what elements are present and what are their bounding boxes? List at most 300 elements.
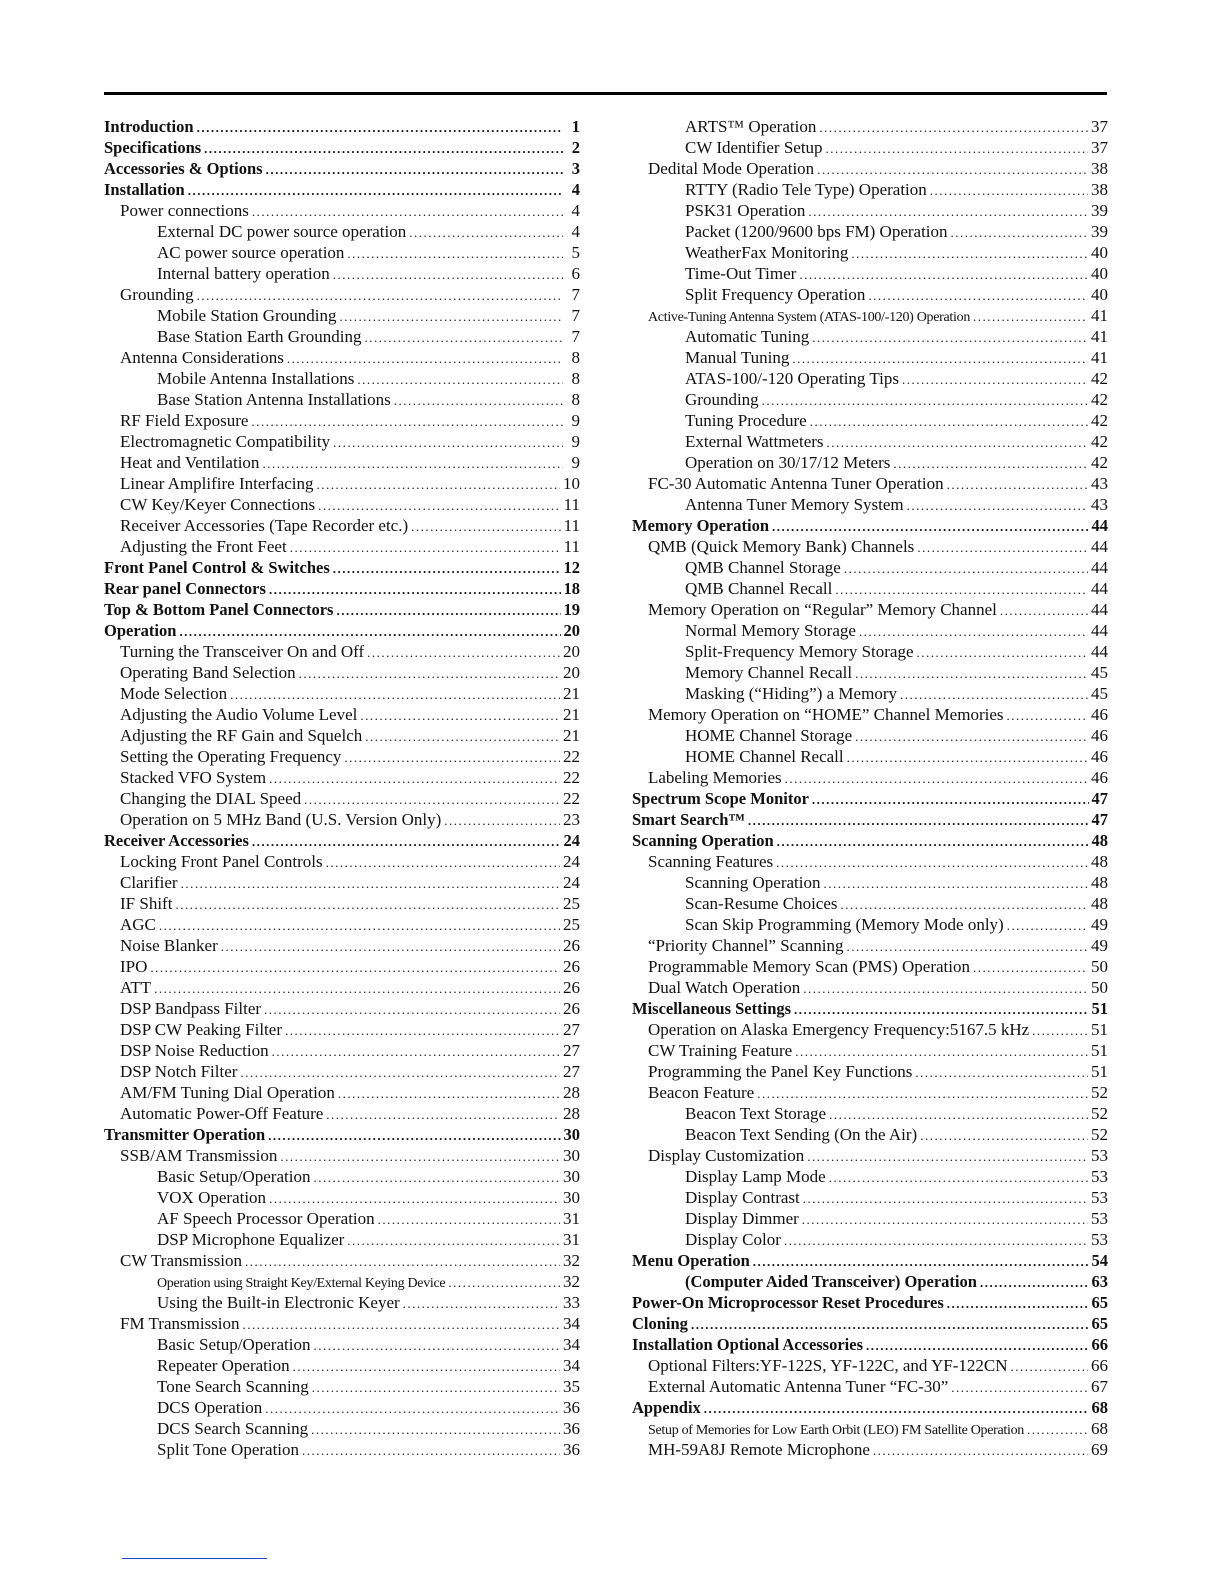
dot-leader: [855, 663, 1088, 683]
toc-entry[interactable]: [104, 284, 580, 305]
toc-entry-title: AGC: [120, 915, 156, 934]
toc-entry[interactable]: [104, 641, 580, 662]
toc-entry[interactable]: [632, 1019, 1108, 1040]
dot-leader: [280, 1146, 560, 1166]
toc-entry[interactable]: [632, 1187, 1108, 1208]
toc-entry-page: 52: [1091, 1083, 1108, 1102]
toc-entry[interactable]: [632, 389, 1108, 410]
toc-entry-title: Split Frequency Operation: [685, 285, 866, 304]
toc-entry[interactable]: [104, 977, 580, 998]
toc-entry-page: 68: [1091, 1419, 1108, 1438]
toc-entry[interactable]: [104, 872, 580, 893]
toc-entry[interactable]: [632, 1208, 1108, 1229]
toc-entry-page: 66: [1091, 1335, 1108, 1354]
dot-leader: [378, 1209, 560, 1229]
toc-entry[interactable]: [632, 137, 1108, 158]
toc-entry[interactable]: [632, 179, 1108, 200]
toc-entry-page: 50: [1091, 957, 1108, 976]
toc-entry-page: 47: [1091, 810, 1108, 829]
toc-entry-page: 42: [1091, 432, 1108, 451]
toc-entry-title: IPO: [120, 957, 148, 976]
dot-leader: [807, 1146, 1088, 1166]
toc-entry-page: 66: [1091, 1356, 1108, 1375]
toc-entry[interactable]: [632, 746, 1108, 767]
dot-leader: [293, 1356, 560, 1376]
toc-entry-page: 18: [563, 579, 580, 598]
toc-entry-title: Operation using Straight Key/External Keying Device: [157, 1276, 446, 1291]
toc-entry[interactable]: [104, 704, 580, 725]
dot-leader: [204, 138, 563, 158]
toc-entry-title: Adjusting the RF Gain and Squelch: [120, 726, 363, 745]
toc-entry[interactable]: [632, 326, 1108, 347]
toc-entry-page: 31: [563, 1230, 580, 1249]
dot-leader: [243, 1314, 560, 1334]
toc-entry[interactable]: [104, 536, 580, 557]
toc-entry-title: Manual Tuning: [685, 348, 790, 367]
toc-entry[interactable]: [104, 683, 580, 704]
toc-entry[interactable]: [632, 1313, 1108, 1334]
dot-leader: [772, 516, 1088, 536]
toc-entry-title: Menu Operation: [632, 1251, 750, 1270]
toc-entry-title: Dedital Mode Operation: [648, 159, 815, 178]
toc-entry-title: Split-Frequency Memory Storage: [685, 642, 914, 661]
toc-entry-title: Adjusting the Audio Volume Level: [120, 705, 358, 724]
toc-entry[interactable]: [104, 851, 580, 872]
toc-entry[interactable]: [104, 788, 580, 809]
toc-entry-page: 4: [571, 222, 580, 241]
dot-leader: [266, 159, 563, 179]
toc-entry[interactable]: [632, 1397, 1108, 1418]
toc-entry[interactable]: [632, 431, 1108, 452]
dot-leader: [1027, 1419, 1088, 1439]
dot-leader: [808, 201, 1088, 221]
toc-entry-page: 36: [563, 1419, 580, 1438]
toc-entry-title: Automatic Tuning: [685, 327, 810, 346]
toc-entry[interactable]: [632, 578, 1108, 599]
toc-entry[interactable]: [632, 1250, 1108, 1271]
toc-entry[interactable]: [632, 410, 1108, 431]
toc-entry-title: Masking (“Hiding”) a Memory: [685, 684, 897, 703]
toc-entry-title: Receiver Accessories: [104, 831, 249, 850]
toc-entry[interactable]: [104, 1145, 580, 1166]
toc-entry[interactable]: [632, 158, 1108, 179]
toc-entry[interactable]: [104, 1418, 580, 1439]
toc-entry[interactable]: [632, 1061, 1108, 1082]
toc-entry-page: 32: [563, 1272, 580, 1291]
toc-entry-page: 54: [1091, 1251, 1108, 1270]
toc-entry[interactable]: [632, 956, 1108, 977]
toc-entry-page: 9: [571, 453, 580, 472]
toc-entry-page: 36: [563, 1398, 580, 1417]
toc-entry-title: External Wattmeters: [685, 432, 824, 451]
dot-leader: [795, 1041, 1088, 1061]
toc-entry[interactable]: [632, 935, 1108, 956]
toc-entry[interactable]: [104, 452, 580, 473]
toc-entry[interactable]: [104, 326, 580, 347]
dot-leader: [344, 747, 560, 767]
toc-entry-page: 40: [1091, 243, 1108, 262]
toc-entry[interactable]: [632, 1355, 1108, 1376]
toc-entry-page: 31: [563, 1209, 580, 1228]
dot-leader: [1032, 1020, 1088, 1040]
toc-entry-page: 48: [1091, 831, 1108, 850]
dot-leader: [188, 180, 563, 200]
toc-entry[interactable]: [104, 116, 580, 137]
dot-leader: [829, 1104, 1088, 1124]
dot-leader: [336, 600, 560, 620]
toc-entry[interactable]: [632, 1439, 1108, 1460]
toc-entry[interactable]: [632, 914, 1108, 935]
dot-leader: [803, 1188, 1088, 1208]
toc-entry-title: ATAS-100/-120 Operating Tips: [685, 369, 899, 388]
dot-leader: [784, 1230, 1088, 1250]
toc-entry[interactable]: [104, 410, 580, 431]
toc-entry[interactable]: [632, 620, 1108, 641]
toc-entry[interactable]: [104, 515, 580, 536]
dot-leader: [792, 348, 1088, 368]
toc-entry[interactable]: [104, 1250, 580, 1271]
toc-entry[interactable]: [104, 1292, 580, 1313]
toc-entry[interactable]: [104, 809, 580, 830]
toc-entry[interactable]: [104, 1061, 580, 1082]
toc-entry-page: 20: [563, 621, 580, 640]
toc-entry-title: Optional Filters:YF-122S, YF-122C, and YF-122CN: [648, 1356, 1008, 1375]
toc-entry-title: HOME Channel Storage: [685, 726, 853, 745]
toc-entry-title: External DC power source operation: [157, 222, 407, 241]
toc-entry-title: Labeling Memories: [648, 768, 782, 787]
toc-entry[interactable]: [632, 599, 1108, 620]
toc-entry[interactable]: [632, 1376, 1108, 1397]
toc-entry[interactable]: [104, 1271, 580, 1292]
toc-entry[interactable]: [104, 599, 580, 620]
toc-entry[interactable]: [632, 284, 1108, 305]
toc-entry-page: 37: [1091, 117, 1108, 136]
toc-entry[interactable]: [632, 515, 1108, 536]
toc-entry[interactable]: [104, 1040, 580, 1061]
toc-entry-page: 44: [1091, 516, 1108, 535]
dot-leader: [951, 222, 1088, 242]
toc-entry[interactable]: [632, 1229, 1108, 1250]
toc-entry-page: 8: [571, 369, 580, 388]
toc-entry-page: 19: [563, 600, 580, 619]
dot-leader: [394, 390, 563, 410]
dot-leader: [824, 873, 1089, 893]
dot-leader: [333, 558, 561, 578]
toc-entry-title: Packet (1200/9600 bps FM) Operation: [685, 222, 948, 241]
toc-entry[interactable]: [104, 1229, 580, 1250]
toc-entry-page: 43: [1091, 495, 1108, 514]
toc-entry-title: Beacon Text Storage: [685, 1104, 827, 1123]
toc-entry-page: 42: [1091, 369, 1108, 388]
toc-entry-title: FM Transmission: [120, 1314, 240, 1333]
toc-entry-page: 52: [1091, 1125, 1108, 1144]
toc-entry[interactable]: [104, 1313, 580, 1334]
dot-leader: [826, 138, 1088, 158]
toc-entry-page: 11: [563, 495, 580, 514]
toc-entry[interactable]: [104, 1439, 580, 1460]
toc-entry-page: 51: [1091, 999, 1108, 1018]
dot-leader: [197, 117, 563, 137]
toc-entry[interactable]: [104, 830, 580, 851]
toc-entry[interactable]: [104, 1103, 580, 1124]
toc-entry[interactable]: [104, 431, 580, 452]
toc-entry[interactable]: [632, 1166, 1108, 1187]
toc-entry[interactable]: [632, 1082, 1108, 1103]
toc-entry-title: AF Speech Processor Operation: [157, 1209, 375, 1228]
toc-entry[interactable]: [104, 158, 580, 179]
toc-entry[interactable]: [104, 578, 580, 599]
toc-entry[interactable]: [632, 872, 1108, 893]
toc-entry-title: Mobile Station Grounding: [157, 306, 337, 325]
toc-entry-page: 44: [1091, 600, 1108, 619]
dot-leader: [411, 516, 560, 536]
toc-entry-page: 12: [563, 558, 580, 577]
toc-entry-title: Power connections: [120, 201, 249, 220]
dot-leader: [829, 1167, 1088, 1187]
toc-entry[interactable]: [632, 1124, 1108, 1145]
toc-entry[interactable]: [104, 1397, 580, 1418]
toc-entry[interactable]: [632, 263, 1108, 284]
dot-leader: [900, 684, 1088, 704]
toc-entry-page: 7: [571, 306, 580, 325]
dot-leader: [810, 411, 1088, 431]
toc-entry[interactable]: [632, 536, 1108, 557]
toc-entry-page: 53: [1091, 1209, 1108, 1228]
toc-entry[interactable]: [104, 1376, 580, 1397]
toc-entry[interactable]: [632, 788, 1108, 809]
toc-entry[interactable]: [632, 998, 1108, 1019]
toc-entry-page: 42: [1091, 390, 1108, 409]
toc-entry-title: QMB Channel Recall: [685, 579, 833, 598]
toc-entry[interactable]: [104, 998, 580, 1019]
toc-entry[interactable]: [104, 1334, 580, 1355]
dot-leader: [313, 1167, 560, 1187]
dot-leader: [951, 1377, 1088, 1397]
toc-entry[interactable]: [104, 137, 580, 158]
toc-entry[interactable]: [632, 242, 1108, 263]
toc-entry-page: 27: [563, 1020, 580, 1039]
toc-entry-title: Memory Operation on “HOME” Channel Memories: [648, 705, 1004, 724]
toc-entry-title: PSK31 Operation: [685, 201, 806, 220]
toc-entry-title: Accessories & Options: [104, 159, 263, 178]
toc-entry[interactable]: [104, 914, 580, 935]
toc-entry-page: 21: [563, 684, 580, 703]
toc-entry[interactable]: [104, 389, 580, 410]
toc-entry-title: Installation: [104, 180, 185, 199]
toc-entry[interactable]: [104, 746, 580, 767]
dot-leader: [851, 243, 1088, 263]
toc-entry-page: 21: [563, 705, 580, 724]
toc-entry-title: Power-On Microprocessor Reset Procedures: [632, 1293, 944, 1312]
toc-entry-page: 1: [571, 117, 580, 136]
toc-entry-page: 52: [1091, 1104, 1108, 1123]
dot-leader: [847, 747, 1088, 767]
dot-leader: [835, 579, 1088, 599]
toc-entry-page: 24: [563, 831, 580, 850]
toc-entry-page: 69: [1091, 1440, 1108, 1459]
toc-entry[interactable]: [632, 809, 1108, 830]
toc-entry-title: Operation on Alaska Emergency Frequency:5167.5 kHz: [648, 1020, 1030, 1039]
toc-entry[interactable]: [632, 473, 1108, 494]
toc-entry[interactable]: [104, 1187, 580, 1208]
toc-entry-page: 53: [1091, 1167, 1108, 1186]
toc-entry-title: Base Station Antenna Installations: [157, 390, 391, 409]
toc-entry-title: Introduction: [104, 117, 194, 136]
toc-entry-title: Front Panel Control & Switches: [104, 558, 330, 577]
dot-leader: [360, 705, 560, 725]
toc-entry[interactable]: [104, 200, 580, 221]
toc-entry[interactable]: [104, 1124, 580, 1145]
toc-entry-title: Receiver Accessories (Tape Recorder etc.): [120, 516, 409, 535]
toc-entry-title: ARTS™ Operation: [685, 117, 817, 136]
toc-entry[interactable]: [104, 305, 580, 326]
toc-entry-title: Grounding: [120, 285, 194, 304]
toc-entry[interactable]: [632, 557, 1108, 578]
dot-leader: [197, 285, 563, 305]
toc-entry-page: 50: [1091, 978, 1108, 997]
toc-entry[interactable]: [632, 662, 1108, 683]
toc-entry-page: 24: [563, 873, 580, 892]
dot-leader: [920, 1125, 1088, 1145]
dot-leader: [403, 1293, 560, 1313]
toc-entry[interactable]: [632, 1145, 1108, 1166]
toc-entry[interactable]: [632, 767, 1108, 788]
toc-entry[interactable]: [632, 893, 1108, 914]
toc-entry[interactable]: [104, 557, 580, 578]
toc-entry-page: 67: [1091, 1377, 1108, 1396]
toc-entry-page: 7: [571, 327, 580, 346]
toc-entry-page: 33: [563, 1293, 580, 1312]
dot-leader: [930, 180, 1088, 200]
toc-entry[interactable]: [104, 263, 580, 284]
toc-entry-title: Operation: [104, 621, 177, 640]
toc-entry[interactable]: [104, 242, 580, 263]
top-rule: [104, 92, 1107, 95]
toc-entry[interactable]: [632, 683, 1108, 704]
toc-entry[interactable]: [632, 641, 1108, 662]
toc-entry[interactable]: [632, 1418, 1108, 1439]
toc-entry-title: HOME Channel Recall: [685, 747, 844, 766]
toc-entry-page: 41: [1091, 348, 1108, 367]
toc-entry[interactable]: [632, 1334, 1108, 1355]
toc-column-left: [104, 116, 580, 1460]
toc-entry[interactable]: [632, 1103, 1108, 1124]
dot-leader: [907, 495, 1088, 515]
toc-entry-page: 44: [1091, 642, 1108, 661]
dot-leader: [159, 915, 560, 935]
toc-entry[interactable]: [632, 1292, 1108, 1313]
toc-entry[interactable]: [104, 1208, 580, 1229]
toc-entry[interactable]: [104, 1019, 580, 1040]
toc-entry-page: 39: [1091, 222, 1108, 241]
toc-entry[interactable]: [632, 221, 1108, 242]
toc-entry[interactable]: [632, 704, 1108, 725]
toc-entry-title: Antenna Tuner Memory System: [685, 495, 904, 514]
toc-entry[interactable]: [632, 725, 1108, 746]
toc-entry-page: 43: [1091, 474, 1108, 493]
toc-entry[interactable]: [104, 179, 580, 200]
toc-entry[interactable]: [632, 116, 1108, 137]
toc-entry-title: FC-30 Automatic Antenna Tuner Operation: [648, 474, 944, 493]
toc-entry-title: Clarifier: [120, 873, 178, 892]
dot-leader: [777, 831, 1089, 851]
toc-entry-title: Dual Watch Operation: [648, 978, 801, 997]
toc-entry-page: 39: [1091, 201, 1108, 220]
toc-entry[interactable]: [104, 1355, 580, 1376]
toc-entry-title: (Computer Aided Transceiver) Operation: [685, 1272, 977, 1291]
toc-entry[interactable]: [632, 1271, 1108, 1292]
toc-entry[interactable]: [104, 1082, 580, 1103]
toc-entry-title: Display Customization: [648, 1146, 805, 1165]
toc-entry-page: 27: [563, 1062, 580, 1081]
dot-leader: [841, 894, 1089, 914]
toc-entry-title: Programming the Panel Key Functions: [648, 1062, 913, 1081]
toc-entry[interactable]: [104, 893, 580, 914]
toc-entry-title: DCS Search Scanning: [157, 1419, 309, 1438]
dot-leader: [347, 1230, 560, 1250]
toc-entry[interactable]: [104, 662, 580, 683]
toc-entry[interactable]: [632, 368, 1108, 389]
toc-entry[interactable]: [632, 977, 1108, 998]
toc-entry[interactable]: [632, 851, 1108, 872]
dot-leader: [947, 474, 1088, 494]
dot-leader: [269, 768, 560, 788]
dot-leader: [1011, 1356, 1088, 1376]
toc-entry-page: 48: [1091, 894, 1108, 913]
dot-leader: [326, 852, 560, 872]
toc-entry-title: QMB Channel Storage: [685, 558, 841, 577]
dot-leader: [893, 453, 1088, 473]
toc-entry-page: 11: [563, 537, 580, 556]
toc-entry[interactable]: [632, 452, 1108, 473]
toc-entry[interactable]: [632, 347, 1108, 368]
toc-entry[interactable]: [104, 725, 580, 746]
toc-entry[interactable]: [104, 935, 580, 956]
toc-entry-title: Display Lamp Mode: [685, 1167, 826, 1186]
dot-leader: [311, 1419, 560, 1439]
toc-entry[interactable]: [632, 305, 1108, 326]
toc-entry[interactable]: [104, 494, 580, 515]
toc-entry-page: 30: [563, 1146, 580, 1165]
toc-entry-page: 4: [571, 180, 580, 199]
toc-entry-page: 34: [563, 1314, 580, 1333]
toc-entry-page: 26: [563, 936, 580, 955]
toc-entry[interactable]: [104, 620, 580, 641]
toc-entry-page: 2: [571, 138, 580, 157]
toc-entry[interactable]: [104, 473, 580, 494]
toc-entry-title: Rear panel Connectors: [104, 579, 266, 598]
toc-entry[interactable]: [104, 767, 580, 788]
toc-entry-title: Time-Out Timer: [685, 264, 797, 283]
toc-entry[interactable]: [632, 830, 1108, 851]
toc-entry[interactable]: [632, 200, 1108, 221]
toc-entry-page: 8: [571, 348, 580, 367]
toc-entry-title: Scan Skip Programming (Memory Mode only): [685, 915, 1004, 934]
toc-entry[interactable]: [104, 368, 580, 389]
dot-leader: [802, 1209, 1088, 1229]
toc-entry[interactable]: [104, 956, 580, 977]
dot-leader: [326, 1104, 560, 1124]
toc-entry[interactable]: [632, 494, 1108, 515]
toc-entry[interactable]: [104, 221, 580, 242]
toc-entry-page: 9: [571, 432, 580, 451]
toc-entry[interactable]: [632, 1040, 1108, 1061]
toc-entry-page: 34: [563, 1356, 580, 1375]
toc-entry[interactable]: [104, 347, 580, 368]
toc-entry[interactable]: [104, 1166, 580, 1187]
toc-entry-title: Operating Band Selection: [120, 663, 296, 682]
toc-entry-title: MH-59A8J Remote Microphone: [648, 1440, 870, 1459]
